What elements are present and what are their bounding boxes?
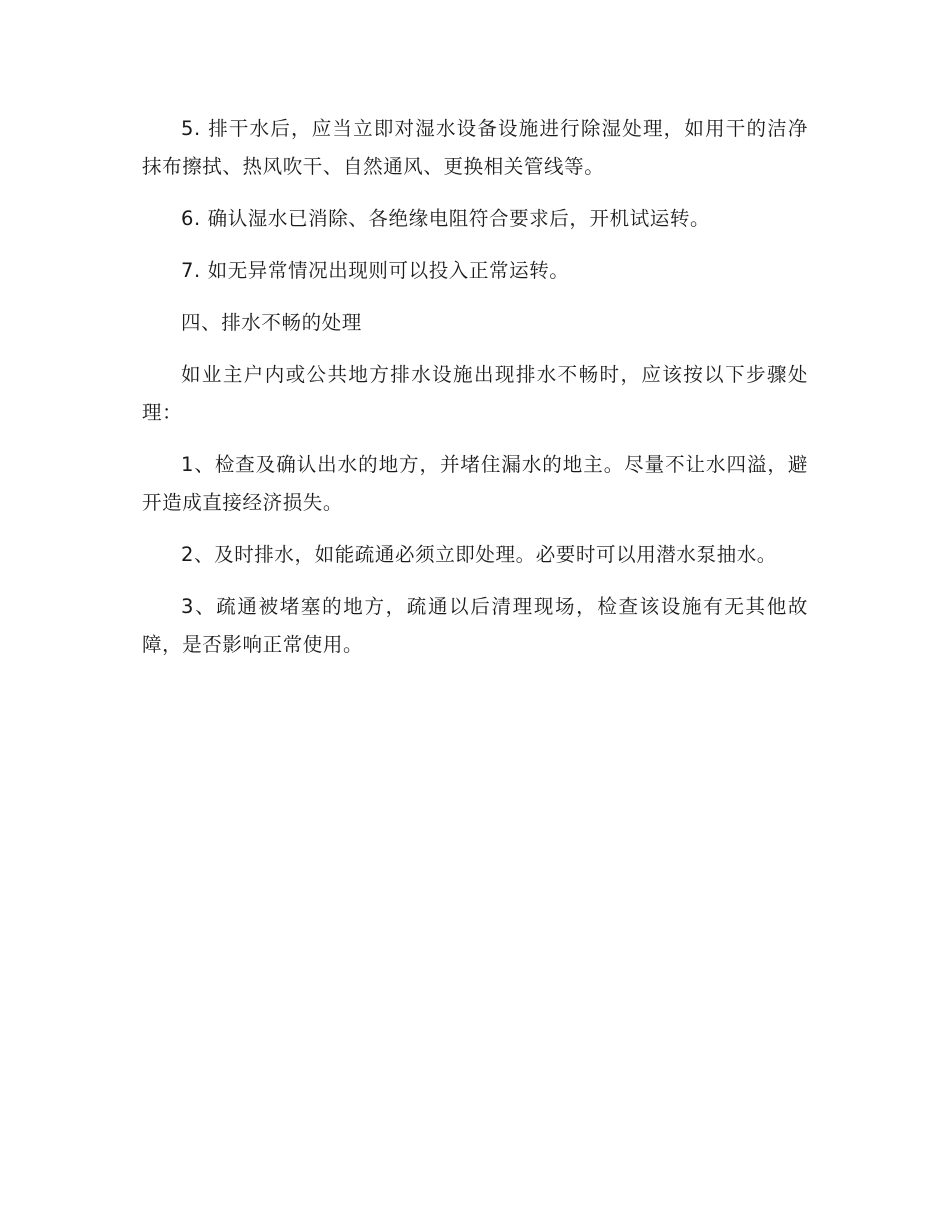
section-heading: 四、排水不畅的处理 <box>181 311 362 334</box>
paragraph-step-5: 5. 排干水后，应当立即对湿水设备设施进行除湿处理，如用干的洁净抹布擦拭、热风吹干、自然通风、更换相关管线等。 <box>142 117 808 178</box>
paragraph-step-7: 7. 如无异常情况出现则可以投入正常运转。 <box>181 259 570 282</box>
paragraph-step-6: 6. 确认湿水已消除、各绝缘电阻符合要求后，开机试运转。 <box>181 207 711 230</box>
document-body <box>142 110 808 678</box>
paragraph-item-2: 2、及时排水，如能疏通必须立即处理。必要时可以用潜水泵抽水。 <box>181 543 777 566</box>
paragraph-item-3: 3、疏通被堵塞的地方，疏通以后清理现场，检查该设施有无其他故障，是否影响正常使用。 <box>142 595 808 656</box>
paragraph-item-1: 1、检查及确认出水的地方，并堵住漏水的地主。尽量不让水四溢，避开造成直接经济损失。 <box>142 453 808 514</box>
paragraph-intro: 如业主户内或公共地方排水设施出现排水不畅时，应该按以下步骤处理： <box>142 363 808 424</box>
